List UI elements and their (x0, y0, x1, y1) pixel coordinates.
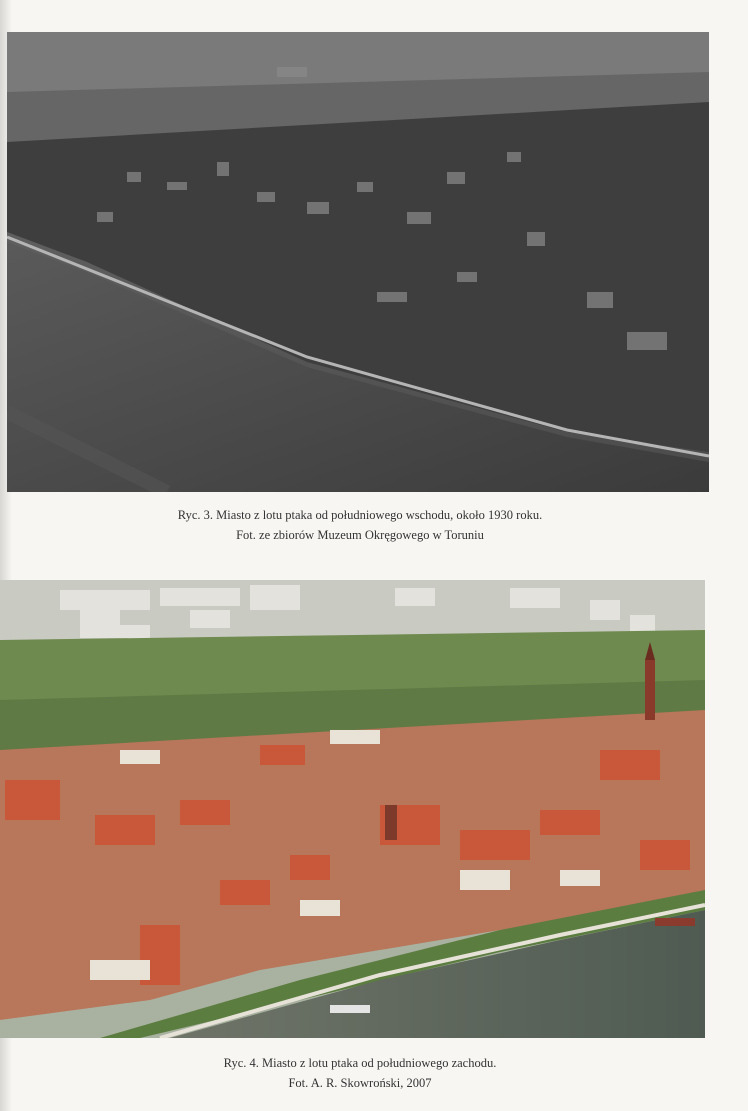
figure-4-caption-credit: Fot. A. R. Skowroński, 2007 (288, 1076, 432, 1090)
aerial-photo-2007 (0, 580, 705, 1038)
aerial-photo-1930 (7, 32, 709, 492)
figure-4-caption (0, 1053, 720, 1093)
figure-3-caption (0, 505, 720, 545)
figure-4-caption-title: Ryc. 4. Miasto z lotu ptaka od południowego zachodu. (223, 1056, 497, 1070)
figure-3-caption-credit: Fot. ze zbiorów Muzeum Okręgowego w Toruniu (236, 528, 484, 542)
figure-3-caption-title: Ryc. 3. Miasto z lotu ptaka od południowego wschodu, około 1930 roku. (177, 508, 543, 522)
